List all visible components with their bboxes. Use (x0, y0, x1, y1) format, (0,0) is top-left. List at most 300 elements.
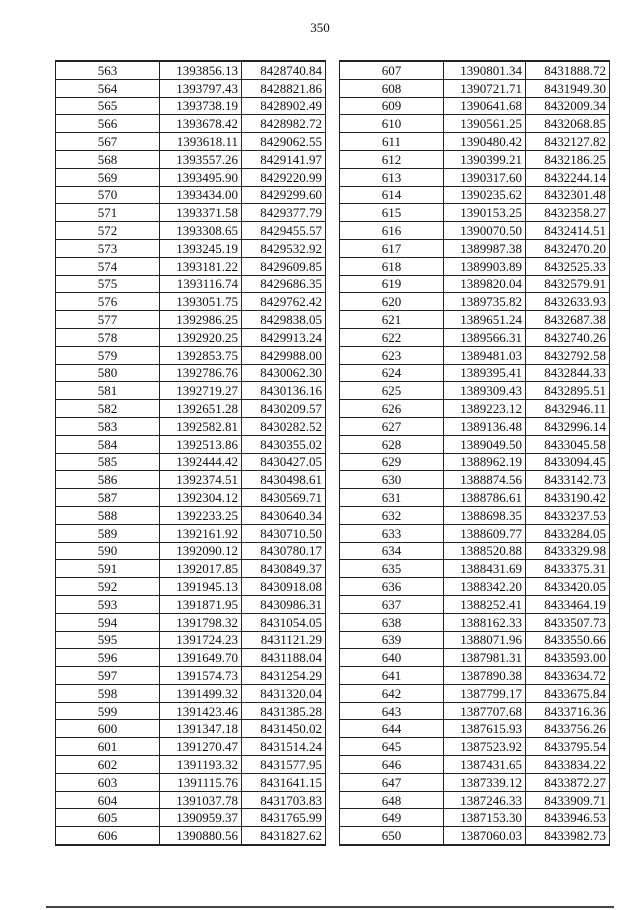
point-number-cell: 629 (340, 453, 444, 471)
y-coordinate-cell: 8428821.86 (242, 79, 326, 97)
table-row (56, 720, 326, 738)
table-row (56, 346, 326, 364)
x-coordinate-cell: 1389309.43 (444, 382, 526, 400)
table-row (340, 79, 610, 97)
table-row (56, 186, 326, 204)
x-coordinate-cell: 1392513.86 (160, 435, 242, 453)
y-coordinate-cell: 8432358.27 (526, 204, 610, 222)
x-coordinate-cell: 1389820.04 (444, 275, 526, 293)
y-coordinate-cell: 8430569.71 (242, 489, 326, 507)
table-row (340, 417, 610, 435)
y-coordinate-cell: 8429532.92 (242, 239, 326, 257)
point-number-cell: 574 (56, 257, 160, 275)
point-number-cell: 583 (56, 417, 160, 435)
point-number-cell: 568 (56, 150, 160, 168)
x-coordinate-cell: 1391347.18 (160, 720, 242, 738)
y-coordinate-cell: 8431577.95 (242, 756, 326, 774)
y-coordinate-cell: 8433142.73 (526, 471, 610, 489)
x-coordinate-cell: 1390641.68 (444, 97, 526, 115)
point-number-cell: 622 (340, 328, 444, 346)
table-row (56, 578, 326, 596)
point-number-cell: 647 (340, 773, 444, 791)
point-number-cell: 631 (340, 489, 444, 507)
table-row (56, 239, 326, 257)
point-number-cell: 589 (56, 524, 160, 542)
x-coordinate-cell: 1391871.95 (160, 595, 242, 613)
table-row (340, 328, 610, 346)
x-coordinate-cell: 1393051.75 (160, 293, 242, 311)
x-coordinate-cell: 1389903.89 (444, 257, 526, 275)
table-row (56, 79, 326, 97)
table-row (340, 595, 610, 613)
point-number-cell: 604 (56, 791, 160, 809)
y-coordinate-cell: 8433284.05 (526, 524, 610, 542)
point-number-cell: 643 (340, 702, 444, 720)
x-coordinate-cell: 1390070.50 (444, 222, 526, 240)
y-coordinate-cell: 8430849.37 (242, 560, 326, 578)
x-coordinate-cell: 1391724.23 (160, 631, 242, 649)
table-row (340, 346, 610, 364)
table-row (56, 595, 326, 613)
table-row (56, 150, 326, 168)
point-number-cell: 563 (56, 61, 160, 79)
y-coordinate-cell: 8433634.72 (526, 667, 610, 685)
point-number-cell: 571 (56, 204, 160, 222)
table-row (340, 133, 610, 151)
y-coordinate-cell: 8431949.30 (526, 79, 610, 97)
y-coordinate-cell: 8433675.84 (526, 684, 610, 702)
table-row (56, 257, 326, 275)
y-coordinate-cell: 8433550.66 (526, 631, 610, 649)
point-number-cell: 646 (340, 756, 444, 774)
point-number-cell: 600 (56, 720, 160, 738)
table-row (56, 667, 326, 685)
point-number-cell: 633 (340, 524, 444, 542)
y-coordinate-cell: 8432844.33 (526, 364, 610, 382)
table-row (56, 115, 326, 133)
y-coordinate-cell: 8430986.31 (242, 595, 326, 613)
y-coordinate-cell: 8433756.26 (526, 720, 610, 738)
table-row (56, 542, 326, 560)
point-number-cell: 581 (56, 382, 160, 400)
x-coordinate-cell: 1393557.26 (160, 150, 242, 168)
table-row (340, 560, 610, 578)
table-row (340, 524, 610, 542)
y-coordinate-cell: 8433982.73 (526, 827, 610, 845)
x-coordinate-cell: 1392374.51 (160, 471, 242, 489)
table-row (340, 506, 610, 524)
table-row (56, 827, 326, 845)
y-coordinate-cell: 8433834.22 (526, 756, 610, 774)
point-number-cell: 648 (340, 791, 444, 809)
table-row (56, 453, 326, 471)
point-number-cell: 649 (340, 809, 444, 827)
point-number-cell: 585 (56, 453, 160, 471)
x-coordinate-cell: 1388071.96 (444, 631, 526, 649)
x-coordinate-cell: 1390721.71 (444, 79, 526, 97)
y-coordinate-cell: 8433716.36 (526, 702, 610, 720)
table-row (340, 720, 610, 738)
table-row (340, 578, 610, 596)
y-coordinate-cell: 8432068.85 (526, 115, 610, 133)
y-coordinate-cell: 8429220.99 (242, 168, 326, 186)
x-coordinate-cell: 1392986.25 (160, 311, 242, 329)
x-coordinate-cell: 1387615.93 (444, 720, 526, 738)
x-coordinate-cell: 1388520.88 (444, 542, 526, 560)
x-coordinate-cell: 1388962.19 (444, 453, 526, 471)
x-coordinate-cell: 1392161.92 (160, 524, 242, 542)
y-coordinate-cell: 8433795.54 (526, 738, 610, 756)
y-coordinate-cell: 8433329.98 (526, 542, 610, 560)
y-coordinate-cell: 8433237.53 (526, 506, 610, 524)
point-number-cell: 630 (340, 471, 444, 489)
y-coordinate-cell: 8432687.38 (526, 311, 610, 329)
table-row (340, 809, 610, 827)
x-coordinate-cell: 1388342.20 (444, 578, 526, 596)
table-row (56, 631, 326, 649)
point-number-cell: 627 (340, 417, 444, 435)
point-number-cell: 623 (340, 346, 444, 364)
point-number-cell: 610 (340, 115, 444, 133)
y-coordinate-cell: 8431254.29 (242, 667, 326, 685)
table-row (340, 613, 610, 631)
x-coordinate-cell: 1393434.00 (160, 186, 242, 204)
point-number-cell: 628 (340, 435, 444, 453)
table-row (340, 186, 610, 204)
x-coordinate-cell: 1391115.76 (160, 773, 242, 791)
point-number-cell: 595 (56, 631, 160, 649)
table-row (340, 435, 610, 453)
y-coordinate-cell: 8429609.85 (242, 257, 326, 275)
table-row (340, 257, 610, 275)
x-coordinate-cell: 1391499.32 (160, 684, 242, 702)
point-number-cell: 612 (340, 150, 444, 168)
x-coordinate-cell: 1389651.24 (444, 311, 526, 329)
point-number-cell: 570 (56, 186, 160, 204)
y-coordinate-cell: 8431320.04 (242, 684, 326, 702)
table-row (56, 222, 326, 240)
table-body-left (56, 61, 326, 845)
point-number-cell: 639 (340, 631, 444, 649)
table-row (56, 417, 326, 435)
table-row (56, 684, 326, 702)
point-number-cell: 575 (56, 275, 160, 293)
x-coordinate-cell: 1389566.31 (444, 328, 526, 346)
table-row (340, 61, 610, 79)
x-coordinate-cell: 1393116.74 (160, 275, 242, 293)
y-coordinate-cell: 8432633.93 (526, 293, 610, 311)
table-row (340, 150, 610, 168)
table-row (340, 382, 610, 400)
x-coordinate-cell: 1392719.27 (160, 382, 242, 400)
table-row (340, 311, 610, 329)
x-coordinate-cell: 1392582.81 (160, 417, 242, 435)
x-coordinate-cell: 1387523.92 (444, 738, 526, 756)
table-row (56, 328, 326, 346)
x-coordinate-cell: 1388431.69 (444, 560, 526, 578)
table-row (340, 702, 610, 720)
y-coordinate-cell: 8433190.42 (526, 489, 610, 507)
point-number-cell: 572 (56, 222, 160, 240)
point-number-cell: 650 (340, 827, 444, 845)
y-coordinate-cell: 8430640.34 (242, 506, 326, 524)
x-coordinate-cell: 1392304.12 (160, 489, 242, 507)
point-number-cell: 579 (56, 346, 160, 364)
point-number-cell: 624 (340, 364, 444, 382)
x-coordinate-cell: 1389223.12 (444, 400, 526, 418)
table-row (56, 133, 326, 151)
point-number-cell: 580 (56, 364, 160, 382)
x-coordinate-cell: 1392853.75 (160, 346, 242, 364)
y-coordinate-cell: 8432579.91 (526, 275, 610, 293)
point-number-cell: 638 (340, 613, 444, 631)
table-row (340, 631, 610, 649)
table-row (56, 61, 326, 79)
y-coordinate-cell: 8430427.05 (242, 453, 326, 471)
y-coordinate-cell: 8432740.26 (526, 328, 610, 346)
table-row (56, 649, 326, 667)
table-row (340, 400, 610, 418)
x-coordinate-cell: 1388874.56 (444, 471, 526, 489)
y-coordinate-cell: 8431514.24 (242, 738, 326, 756)
y-coordinate-cell: 8433507.73 (526, 613, 610, 631)
x-coordinate-cell: 1392017.85 (160, 560, 242, 578)
y-coordinate-cell: 8429838.05 (242, 311, 326, 329)
y-coordinate-cell: 8433909.71 (526, 791, 610, 809)
table-row (340, 684, 610, 702)
table-row (56, 97, 326, 115)
x-coordinate-cell: 1388162.33 (444, 613, 526, 631)
x-coordinate-cell: 1391574.73 (160, 667, 242, 685)
point-number-cell: 645 (340, 738, 444, 756)
y-coordinate-cell: 8431703.83 (242, 791, 326, 809)
table-row (56, 738, 326, 756)
table-row (340, 364, 610, 382)
point-number-cell: 587 (56, 489, 160, 507)
point-number-cell: 614 (340, 186, 444, 204)
table-row (56, 400, 326, 418)
y-coordinate-cell: 8433464.19 (526, 595, 610, 613)
table-row (340, 453, 610, 471)
table-row (340, 97, 610, 115)
point-number-cell: 634 (340, 542, 444, 560)
x-coordinate-cell: 1393856.13 (160, 61, 242, 79)
point-number-cell: 596 (56, 649, 160, 667)
table-row (56, 489, 326, 507)
point-number-cell: 640 (340, 649, 444, 667)
x-coordinate-cell: 1393797.43 (160, 79, 242, 97)
x-coordinate-cell: 1387431.65 (444, 756, 526, 774)
y-coordinate-cell: 8429762.42 (242, 293, 326, 311)
x-coordinate-cell: 1388609.77 (444, 524, 526, 542)
point-number-cell: 619 (340, 275, 444, 293)
point-number-cell: 584 (56, 435, 160, 453)
y-coordinate-cell: 8432127.82 (526, 133, 610, 151)
x-coordinate-cell: 1393245.19 (160, 239, 242, 257)
point-number-cell: 586 (56, 471, 160, 489)
table-row (340, 773, 610, 791)
point-number-cell: 590 (56, 542, 160, 560)
x-coordinate-cell: 1391649.70 (160, 649, 242, 667)
point-number-cell: 620 (340, 293, 444, 311)
x-coordinate-cell: 1387981.31 (444, 649, 526, 667)
x-coordinate-cell: 1388786.61 (444, 489, 526, 507)
x-coordinate-cell: 1391037.78 (160, 791, 242, 809)
y-coordinate-cell: 8433094.45 (526, 453, 610, 471)
point-number-cell: 582 (56, 400, 160, 418)
table-row (56, 364, 326, 382)
x-coordinate-cell: 1391193.32 (160, 756, 242, 774)
x-coordinate-cell: 1389049.50 (444, 435, 526, 453)
x-coordinate-cell: 1392651.28 (160, 400, 242, 418)
point-number-cell: 603 (56, 773, 160, 791)
point-number-cell: 608 (340, 79, 444, 97)
x-coordinate-cell: 1390801.34 (444, 61, 526, 79)
table-row (340, 756, 610, 774)
x-coordinate-cell: 1393495.90 (160, 168, 242, 186)
point-number-cell: 599 (56, 702, 160, 720)
point-number-cell: 616 (340, 222, 444, 240)
table-row (340, 489, 610, 507)
table-row (56, 773, 326, 791)
point-number-cell: 577 (56, 311, 160, 329)
table-row (340, 204, 610, 222)
point-number-cell: 573 (56, 239, 160, 257)
y-coordinate-cell: 8429686.35 (242, 275, 326, 293)
bottom-border-line (46, 906, 614, 908)
table-row (340, 222, 610, 240)
table-row (56, 435, 326, 453)
point-number-cell: 637 (340, 595, 444, 613)
x-coordinate-cell: 1393678.42 (160, 115, 242, 133)
y-coordinate-cell: 8430282.52 (242, 417, 326, 435)
point-number-cell: 569 (56, 168, 160, 186)
point-number-cell: 567 (56, 133, 160, 151)
table-row (340, 471, 610, 489)
point-number-cell: 578 (56, 328, 160, 346)
table-row (56, 168, 326, 186)
table-row (340, 791, 610, 809)
x-coordinate-cell: 1392090.12 (160, 542, 242, 560)
table-row (56, 613, 326, 631)
x-coordinate-cell: 1393181.22 (160, 257, 242, 275)
point-number-cell: 641 (340, 667, 444, 685)
point-number-cell: 576 (56, 293, 160, 311)
y-coordinate-cell: 8428740.84 (242, 61, 326, 79)
table-row (340, 115, 610, 133)
point-number-cell: 605 (56, 809, 160, 827)
point-number-cell: 618 (340, 257, 444, 275)
x-coordinate-cell: 1390235.62 (444, 186, 526, 204)
y-coordinate-cell: 8432525.33 (526, 257, 610, 275)
x-coordinate-cell: 1391798.32 (160, 613, 242, 631)
y-coordinate-cell: 8431121.29 (242, 631, 326, 649)
y-coordinate-cell: 8432996.14 (526, 417, 610, 435)
y-coordinate-cell: 8430355.02 (242, 435, 326, 453)
x-coordinate-cell: 1389136.48 (444, 417, 526, 435)
point-number-cell: 632 (340, 506, 444, 524)
point-number-cell: 598 (56, 684, 160, 702)
y-coordinate-cell: 8430498.61 (242, 471, 326, 489)
table-row (340, 738, 610, 756)
y-coordinate-cell: 8433946.53 (526, 809, 610, 827)
x-coordinate-cell: 1391945.13 (160, 578, 242, 596)
x-coordinate-cell: 1390153.25 (444, 204, 526, 222)
x-coordinate-cell: 1392920.25 (160, 328, 242, 346)
y-coordinate-cell: 8430780.17 (242, 542, 326, 560)
x-coordinate-cell: 1392444.42 (160, 453, 242, 471)
y-coordinate-cell: 8429062.55 (242, 133, 326, 151)
point-number-cell: 606 (56, 827, 160, 845)
y-coordinate-cell: 8431641.15 (242, 773, 326, 791)
y-coordinate-cell: 8429455.57 (242, 222, 326, 240)
x-coordinate-cell: 1389987.38 (444, 239, 526, 257)
x-coordinate-cell: 1389395.41 (444, 364, 526, 382)
y-coordinate-cell: 8433872.27 (526, 773, 610, 791)
point-number-cell: 609 (340, 97, 444, 115)
y-coordinate-cell: 8431888.72 (526, 61, 610, 79)
x-coordinate-cell: 1387153.30 (444, 809, 526, 827)
x-coordinate-cell: 1393618.11 (160, 133, 242, 151)
point-number-cell: 644 (340, 720, 444, 738)
x-coordinate-cell: 1390880.56 (160, 827, 242, 845)
y-coordinate-cell: 8429377.79 (242, 204, 326, 222)
x-coordinate-cell: 1390959.37 (160, 809, 242, 827)
y-coordinate-cell: 8429299.60 (242, 186, 326, 204)
y-coordinate-cell: 8428902.49 (242, 97, 326, 115)
y-coordinate-cell: 8432244.14 (526, 168, 610, 186)
y-coordinate-cell: 8430710.50 (242, 524, 326, 542)
point-number-cell: 635 (340, 560, 444, 578)
table-row (56, 560, 326, 578)
y-coordinate-cell: 8432186.25 (526, 150, 610, 168)
table-row (340, 293, 610, 311)
point-number-cell: 636 (340, 578, 444, 596)
table-row (56, 382, 326, 400)
x-coordinate-cell: 1391270.47 (160, 738, 242, 756)
x-coordinate-cell: 1387707.68 (444, 702, 526, 720)
table-row (340, 275, 610, 293)
y-coordinate-cell: 8432009.34 (526, 97, 610, 115)
table-row (56, 275, 326, 293)
x-coordinate-cell: 1391423.46 (160, 702, 242, 720)
point-number-cell: 621 (340, 311, 444, 329)
y-coordinate-cell: 8432946.11 (526, 400, 610, 418)
x-coordinate-cell: 1389735.82 (444, 293, 526, 311)
x-coordinate-cell: 1387246.33 (444, 791, 526, 809)
y-coordinate-cell: 8433045.58 (526, 435, 610, 453)
y-coordinate-cell: 8431054.05 (242, 613, 326, 631)
table-row (56, 506, 326, 524)
table-row (340, 827, 610, 845)
y-coordinate-cell: 8433420.05 (526, 578, 610, 596)
table-body-right (340, 61, 610, 845)
table-row (56, 471, 326, 489)
x-coordinate-cell: 1389481.03 (444, 346, 526, 364)
x-coordinate-cell: 1387339.12 (444, 773, 526, 791)
y-coordinate-cell: 8429913.24 (242, 328, 326, 346)
point-number-cell: 566 (56, 115, 160, 133)
x-coordinate-cell: 1387799.17 (444, 684, 526, 702)
table-row (56, 293, 326, 311)
y-coordinate-cell: 8431765.99 (242, 809, 326, 827)
point-number-cell: 617 (340, 239, 444, 257)
point-number-cell: 588 (56, 506, 160, 524)
table-row (340, 649, 610, 667)
y-coordinate-cell: 8430062.30 (242, 364, 326, 382)
x-coordinate-cell: 1387060.03 (444, 827, 526, 845)
x-coordinate-cell: 1387890.38 (444, 667, 526, 685)
